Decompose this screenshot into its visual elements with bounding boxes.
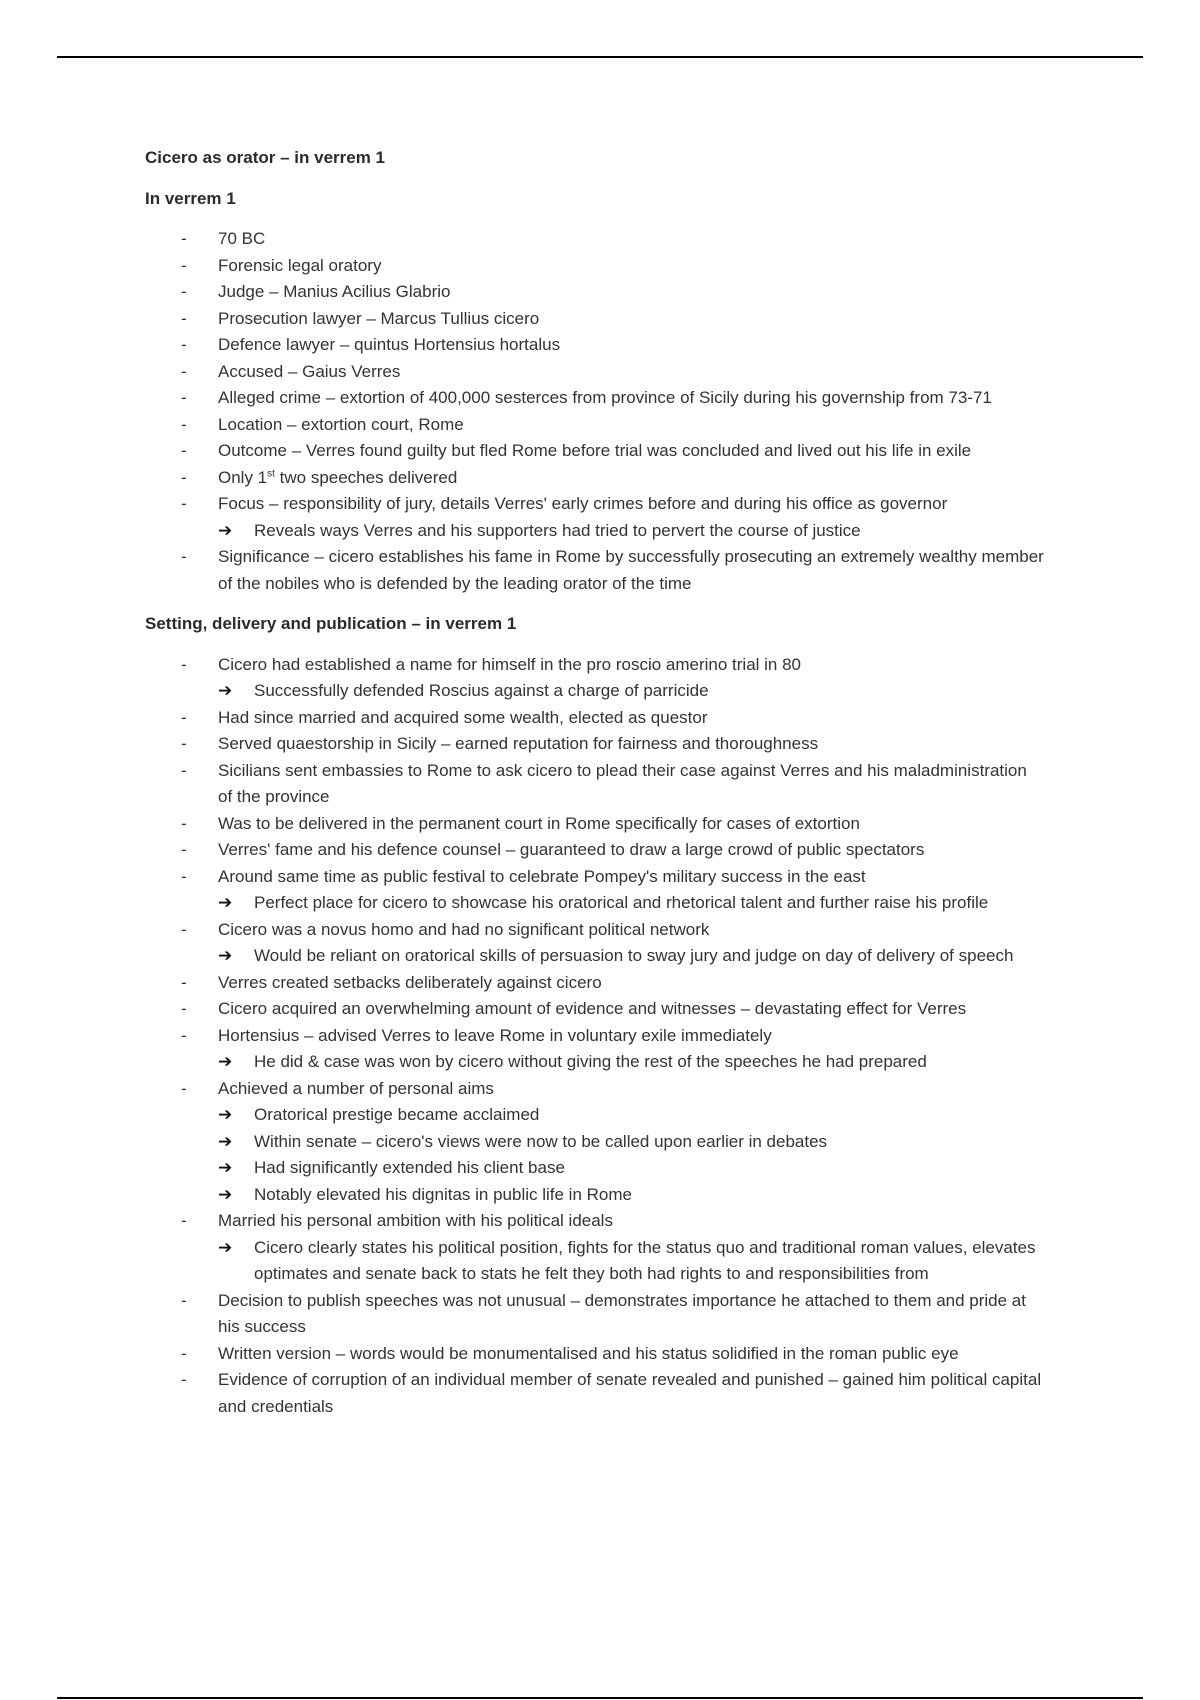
list-item-text: Significance – cicero establishes his fame in Rome by successfully prosecuting an extremely wealthy member of the nobiles who is defended by the leading orator of the time [218,547,1044,593]
dash-marker: - [181,308,187,328]
dash-marker: - [181,494,187,513]
list-subitem [145,678,1045,705]
arrow-icon: ➔ [218,1237,233,1257]
dash-marker: - [181,840,187,859]
list-item-text: Judge – Manius Acilius Glabrio [218,282,451,301]
list-item [145,1367,1045,1420]
dash-marker: - [181,414,187,434]
dash-marker: - [181,866,187,886]
section-heading-in-verrem: In verrem 1 [145,188,236,208]
dash-marker: - [181,734,187,753]
arrow-icon: ➔ [218,1158,233,1177]
list-item [145,731,1045,758]
list-item-text: Cicero was a novus homo and had no significant political network [218,919,710,939]
list-item [145,758,1045,811]
section-heading-setting-delivery: Setting, delivery and publication – in verrem 1 [145,614,517,633]
list-item-text: Forensic legal oratory [218,255,382,275]
list-item-text: Cicero clearly states his political position, fights for the status quo and traditional roman values, elevates optimates and senate back to stats he felt they both had rights to and responsibilities from [254,1237,1036,1283]
document-title: Cicero as orator – in verrem 1 [145,148,386,167]
arrow-icon: ➔ [218,520,233,540]
list-item [145,837,1045,864]
list-item [145,438,1045,465]
dash-marker: - [181,255,187,275]
dash-marker: - [181,229,187,248]
list-item-text: Achieved a number of personal aims [218,1078,494,1098]
list-item [145,1076,1045,1103]
list-item [145,1023,1045,1050]
list-item [145,279,1045,306]
list-item-text-pre: Only 1 [218,467,268,487]
list-subitem [145,1155,1045,1182]
list-item-text: Sicilians sent embassies to Rome to ask cicero to plead their case against Verres and his maladministration of the province [218,760,1027,806]
list-item-text: Successfully defended Roscius against a charge of parricide [254,681,709,700]
dash-marker: - [181,919,187,939]
list-item [145,864,1045,891]
arrow-icon: ➔ [218,946,233,965]
list-subitem [145,943,1045,970]
dash-marker: - [181,707,187,727]
list-item-text: Cicero had established a name for himself in the pro roscio amerino trial in 80 [218,654,802,674]
list-subitem [145,890,1045,917]
list-item-text: Decision to publish speeches was not unusual – demonstrates importance he attached to them and pride at his success [218,1290,1026,1336]
list-item-text: Served quaestorship in Sicily – earned reputation for fairness and thoroughness [218,734,819,753]
list-item-text: Location – extortion court, Rome [218,414,464,434]
list-subitem [145,1182,1045,1209]
dash-marker: - [181,441,187,460]
section-list-in-verrem [145,226,1045,597]
list-item-text: Notably elevated his dignitas in public life in Rome [254,1184,632,1204]
arrow-icon: ➔ [218,893,233,912]
dash-marker: - [181,654,187,674]
list-item-text: Prosecution lawyer – Marcus Tullius cicero [218,308,540,328]
dash-marker: - [181,1025,187,1045]
list-item-text: Perfect place for cicero to showcase his oratorical and rhetorical talent and further raise his profile [254,893,989,912]
list-item-text: Hortensius – advised Verres to leave Rome in voluntary exile immediately [218,1025,772,1045]
dash-marker: - [181,1343,187,1363]
list-item-text: Cicero acquired an overwhelming amount of evidence and witnesses – devastating effect for Verres [218,999,967,1018]
list-item-text: Oratorical prestige became acclaimed [254,1105,540,1124]
list-item-text-post: two speeches delivered [274,467,458,487]
document-body [145,145,1045,1434]
dash-marker: - [181,547,187,566]
list-item [145,1341,1045,1368]
section-list-setting-delivery [145,652,1045,1421]
list-item-text: Verres' fame and his defence counsel – guaranteed to draw a large crowd of public spectators [218,840,925,859]
list-item-text: Verres created setbacks deliberately against cicero [218,972,602,992]
dash-marker: - [181,388,187,407]
dash-marker: - [181,282,187,301]
list-item-text: He did & case was won by cicero without giving the rest of the speeches he had prepared [254,1052,927,1071]
dash-marker: - [181,361,187,381]
dash-marker: - [181,813,187,833]
list-item [145,1288,1045,1341]
list-item [145,226,1045,253]
list-item [145,465,1045,492]
dash-marker: - [181,467,187,487]
list-item-text: Around same time as public festival to celebrate Pompey's military success in the east [218,866,866,886]
arrow-icon: ➔ [218,681,233,700]
list-item [145,705,1045,732]
dash-marker: - [181,1078,187,1098]
list-item [145,970,1045,997]
list-item-text: Married his personal ambition with his political ideals [218,1211,613,1230]
arrow-icon: ➔ [218,1105,233,1124]
arrow-icon: ➔ [218,1184,233,1204]
list-item-text: Was to be delivered in the permanent court in Rome specifically for cases of extortion [218,813,860,833]
list-item-text: Defence lawyer – quintus Hortensius hortalus [218,335,561,354]
list-item-text: 70 BC [218,229,266,248]
list-item-text: Evidence of corruption of an individual member of senate revealed and punished – gained him political capital and credentials [218,1370,1042,1416]
list-item-text: Had significantly extended his client base [254,1158,565,1177]
list-item [145,253,1045,280]
list-item [145,412,1045,439]
list-item [145,996,1045,1023]
list-item-text: Would be reliant on oratorical skills of persuasion to sway jury and judge on day of delivery of speech [254,946,1014,965]
list-item [145,385,1045,412]
dash-marker: - [181,760,187,780]
arrow-icon: ➔ [218,1052,233,1071]
list-subitem [145,1049,1045,1076]
list-item-text: Had since married and acquired some wealth, elected as questor [218,707,708,727]
dash-marker: - [181,999,187,1018]
list-item [145,917,1045,944]
list-item [145,811,1045,838]
header-rule [57,56,1143,58]
dash-marker: - [181,1370,187,1389]
list-subitem [145,1235,1045,1288]
dash-marker: - [181,1290,187,1310]
superscript-ordinal: st [267,467,275,479]
dash-marker: - [181,972,187,992]
arrow-icon: ➔ [218,1131,233,1151]
list-item [145,332,1045,359]
dash-marker: - [181,335,187,354]
list-item [145,306,1045,333]
list-item [145,544,1045,597]
list-item [145,652,1045,679]
list-item-text: Outcome – Verres found guilty but fled Rome before trial was concluded and lived out his life in exile [218,441,972,460]
list-subitem [145,1102,1045,1129]
footer-rule [57,1697,1143,1699]
list-item [145,359,1045,386]
list-item-text: Written version – words would be monumentalised and his status solidified in the roman public eye [218,1343,959,1363]
list-item-text: Within senate – cicero's views were now to be called upon earlier in debates [254,1131,828,1151]
list-item [145,1208,1045,1235]
list-subitem [145,518,1045,545]
dash-marker: - [181,1211,187,1230]
list-subitem [145,1129,1045,1156]
list-item-text: Focus – responsibility of jury, details Verres' early crimes before and during his office as governor [218,494,948,513]
list-item [145,491,1045,518]
list-item-text: Reveals ways Verres and his supporters had tried to pervert the course of justice [254,520,861,540]
list-item-text: Accused – Gaius Verres [218,361,401,381]
list-item-text: Alleged crime – extortion of 400,000 sesterces from province of Sicily during his governship from 73-71 [218,388,992,407]
